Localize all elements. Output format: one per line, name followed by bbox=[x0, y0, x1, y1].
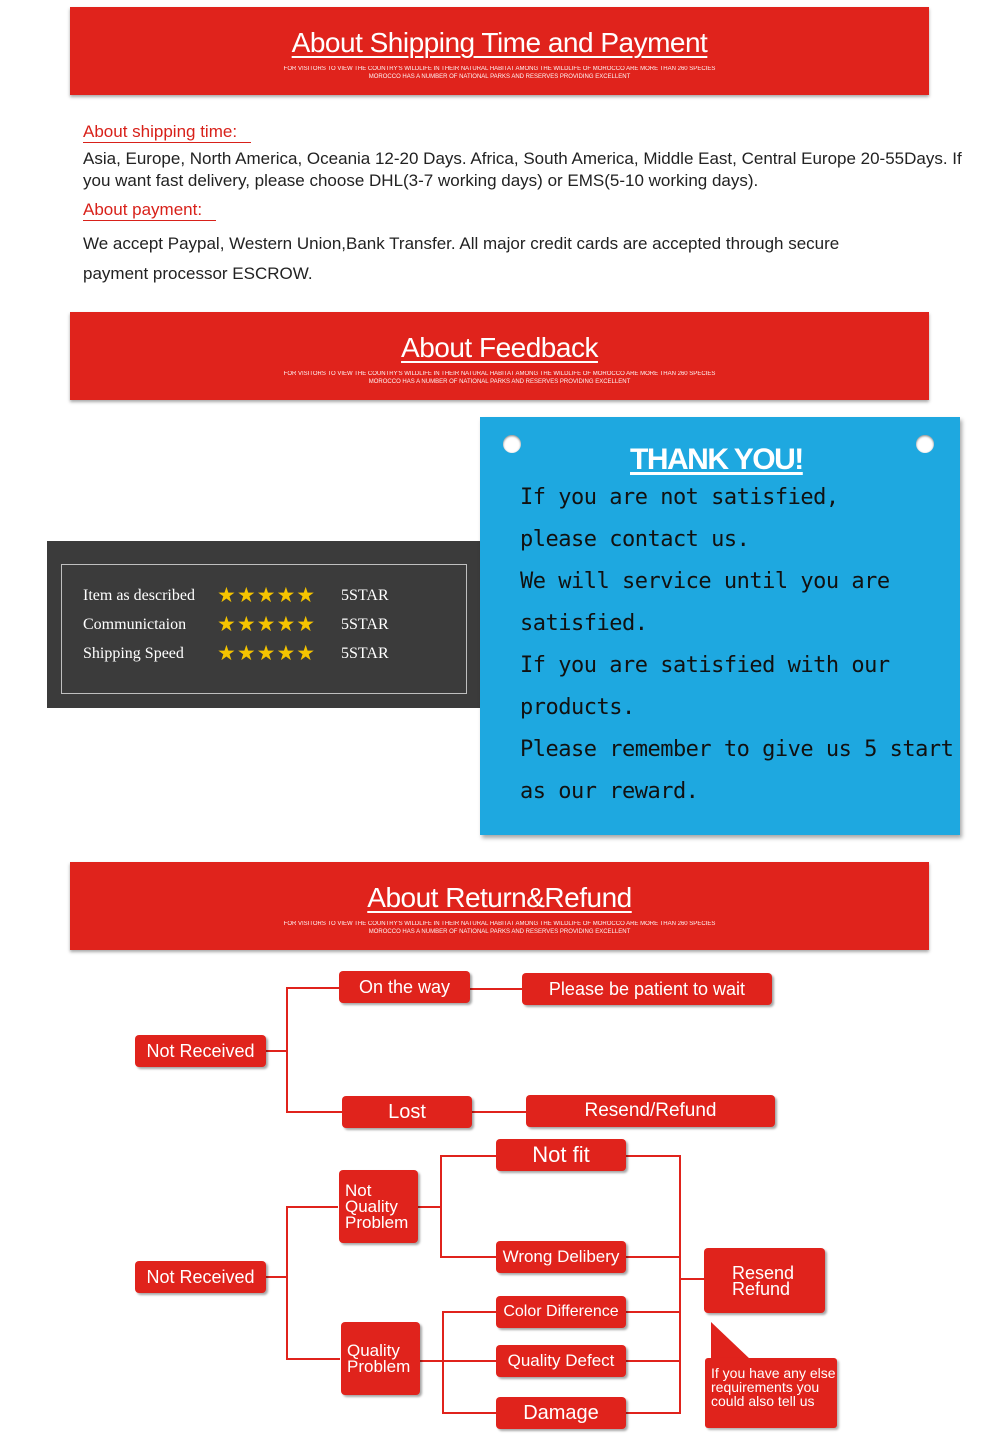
connector-line bbox=[626, 1360, 680, 1362]
connector-line bbox=[440, 1256, 496, 1258]
card-line: as our reward. bbox=[520, 779, 699, 804]
connector-line bbox=[440, 1155, 442, 1258]
feedback-title: About Feedback bbox=[401, 332, 598, 363]
connector-line bbox=[286, 1206, 288, 1360]
banner-subtext-line1: FOR VISITORS TO VIEW THE COUNTRY'S WILDLIFE IN THEIR NATURAL HABITAT AMONG THE WILDLIFE OF MOROCCO ARE MORE THAN 260 SPECIES bbox=[283, 921, 716, 927]
rating-label: Communictaion bbox=[83, 616, 187, 633]
connector-line bbox=[286, 1111, 342, 1113]
connector-line bbox=[418, 1206, 442, 1208]
connector-line bbox=[442, 1311, 444, 1414]
shipping-title: About Shipping Time and Payment bbox=[291, 27, 708, 58]
connector-line bbox=[286, 1206, 338, 1208]
quality-problem-box: Quality Problem bbox=[341, 1322, 420, 1395]
connector-line bbox=[472, 1111, 526, 1113]
connector-line bbox=[286, 987, 340, 989]
connector-line bbox=[626, 1412, 680, 1414]
star-icons: ★★★★★ bbox=[217, 641, 317, 665]
connector-line bbox=[440, 1155, 496, 1157]
connector-line bbox=[626, 1155, 680, 1157]
resend-refund-final-box: Resend Refund bbox=[704, 1248, 825, 1313]
not-received-box: Not Received bbox=[135, 1035, 266, 1067]
connector-line bbox=[420, 1360, 444, 1362]
connector-line bbox=[442, 1412, 496, 1414]
rating-label: Shipping Speed bbox=[83, 645, 184, 662]
connector-line bbox=[679, 1155, 681, 1414]
shipping-time-text: Asia, Europe, North America, Oceania 12-20 Days. Africa, South America, Middle East, Central Europe 20-55Days. If you want fast delivery, please choose DHL(3-7 working days) or EMS(5-10 working days). bbox=[83, 149, 962, 190]
wrong-delibery-box: Wrong Delibery bbox=[496, 1241, 626, 1273]
requirements-note: If you have any else requirements you could also tell us bbox=[705, 1358, 837, 1428]
payment-text: We accept Paypal, Western Union,Bank Transfer. All major credit cards are accepted through secure payment processor ESCROW. bbox=[83, 234, 840, 283]
connector-line bbox=[286, 1358, 340, 1360]
not-fit-box: Not fit bbox=[496, 1139, 626, 1171]
connector-line bbox=[626, 1311, 680, 1313]
not-quality-problem-box: Not Quality Problem bbox=[339, 1170, 418, 1243]
connector-line bbox=[626, 1256, 680, 1258]
card-line: Please remember to give us 5 start bbox=[520, 737, 954, 762]
card-line: We will service until you are bbox=[520, 569, 890, 594]
resend-refund-box: Resend/Refund bbox=[526, 1095, 775, 1127]
damage-box: Damage bbox=[496, 1397, 626, 1429]
banner-subtext bbox=[70, 370, 929, 386]
star-icons: ★★★★★ bbox=[217, 612, 317, 636]
feedback-banner bbox=[70, 312, 929, 400]
speech-tail-icon bbox=[711, 1322, 751, 1360]
card-hole-icon bbox=[916, 435, 934, 453]
banner-subtext-line1: FOR VISITORS TO VIEW THE COUNTRY'S WILDLIFE IN THEIR NATURAL HABITAT AMONG THE WILDLIFE OF MOROCCO ARE MORE THAN 260 SPECIES bbox=[283, 371, 716, 377]
payment-label: About payment: bbox=[83, 200, 216, 221]
banner-subtext-line2: MOROCCO HAS A NUMBER OF NATIONAL PARKS AND RESERVES PROVIDING EXCELLENT bbox=[368, 379, 631, 385]
connector-line bbox=[266, 1050, 288, 1052]
connector-line bbox=[442, 1360, 496, 1362]
connector-line bbox=[266, 1276, 288, 1278]
connector-line bbox=[286, 987, 288, 1113]
card-line: products. bbox=[520, 695, 635, 720]
card-line: If you are satisfied with our bbox=[520, 653, 890, 678]
shipping-banner bbox=[70, 7, 929, 95]
rating-label: Item as described bbox=[83, 587, 195, 604]
banner-subtext bbox=[70, 65, 929, 81]
connector-line bbox=[442, 1311, 496, 1313]
banner-subtext-line2: MOROCCO HAS A NUMBER OF NATIONAL PARKS AND RESERVES PROVIDING EXCELLENT bbox=[368, 929, 631, 935]
shipping-time-label: About shipping time: bbox=[83, 122, 251, 143]
rating-panel bbox=[47, 541, 487, 708]
rating-value: 5STAR bbox=[341, 645, 389, 662]
thank-you-card bbox=[480, 417, 960, 835]
on-the-way-box: On the way bbox=[339, 971, 470, 1003]
card-line: If you are not satisfied, bbox=[520, 485, 839, 510]
be-patient-box: Please be patient to wait bbox=[522, 973, 772, 1005]
color-difference-box: Color Difference bbox=[496, 1296, 626, 1328]
card-title: THANK YOU! bbox=[630, 443, 803, 476]
star-icons: ★★★★★ bbox=[217, 583, 317, 607]
rating-value: 5STAR bbox=[341, 616, 389, 633]
not-received-box: Not Received bbox=[135, 1261, 266, 1293]
refund-banner bbox=[70, 862, 929, 950]
connector-line bbox=[679, 1278, 705, 1280]
banner-subtext-line2: MOROCCO HAS A NUMBER OF NATIONAL PARKS AND RESERVES PROVIDING EXCELLENT bbox=[368, 74, 631, 80]
banner-subtext bbox=[70, 920, 929, 936]
lost-box: Lost bbox=[342, 1096, 472, 1128]
connector-line bbox=[470, 988, 522, 990]
banner-subtext-line1: FOR VISITORS TO VIEW THE COUNTRY'S WILDLIFE IN THEIR NATURAL HABITAT AMONG THE WILDLIFE OF MOROCCO ARE MORE THAN 260 SPECIES bbox=[283, 66, 716, 72]
card-line: satisfied. bbox=[520, 611, 648, 636]
card-hole-icon bbox=[503, 435, 521, 453]
card-line: please contact us. bbox=[520, 527, 750, 552]
quality-defect-box: Quality Defect bbox=[496, 1345, 626, 1377]
refund-title: About Return&Refund bbox=[367, 882, 632, 913]
rating-value: 5STAR bbox=[341, 587, 389, 604]
